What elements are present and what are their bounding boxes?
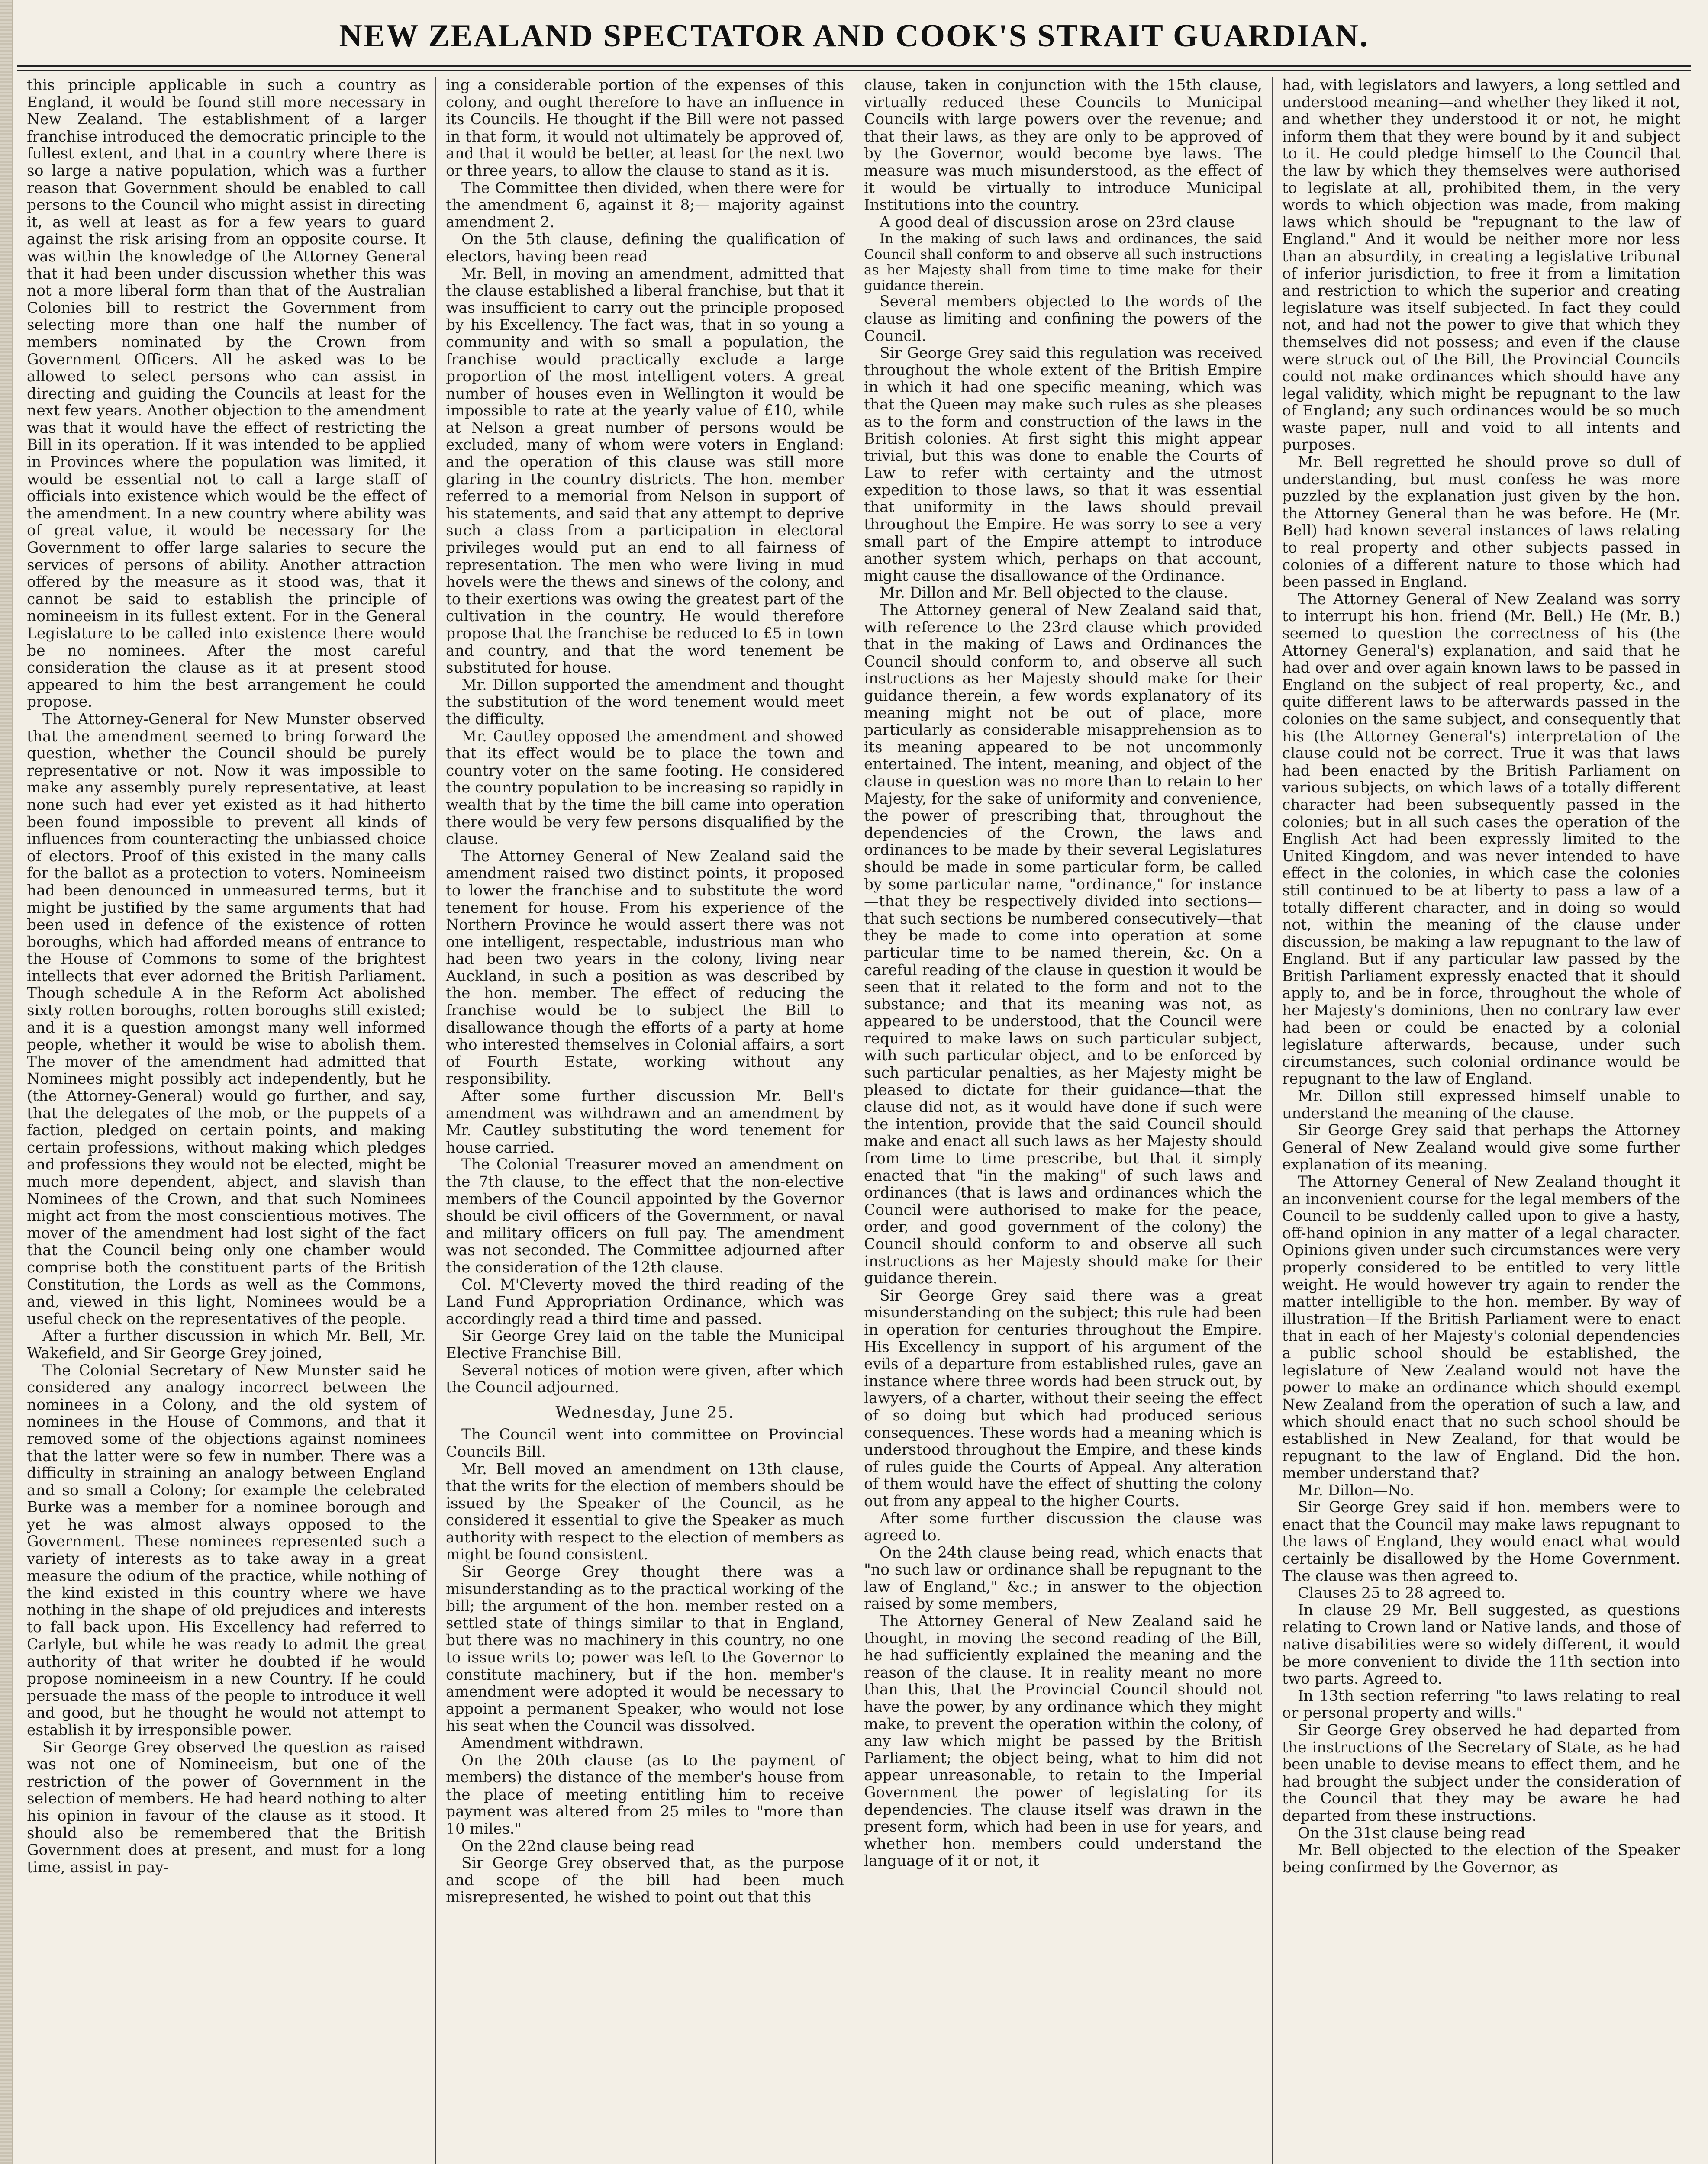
paragraph: Col. M'Cleverty moved the third reading of the Land Fund Appropriation Ordinance, which was accordingly read a third time and passed. xyxy=(446,1276,844,1328)
paragraph: The Council went into committee on Provincial Councils Bill. xyxy=(446,1426,844,1461)
paragraph: In 13th section referring "to laws relating to real or personal property and wills." xyxy=(1282,1687,1680,1722)
section-heading: Wednesday, June 25. xyxy=(555,1404,735,1422)
paragraph: Sir George Grey observed that, as the purpose and scope of the bill had been much misrepresented, he wished to point out that this xyxy=(446,1855,844,1906)
paragraph: Clauses 25 to 28 agreed to. xyxy=(1298,1584,1506,1602)
column-2 xyxy=(435,77,854,2164)
paragraph: On the 20th clause (as to the payment of members) the distance of the member's house from the place of meeting entitling him to receive payment was altered from 25 miles to "more than 10 miles." xyxy=(446,1752,844,1838)
paragraph: The Attorney general of New Zealand said that, with reference to the 23rd clause which provided that in the making of Laws and Ordinances the Council should conform to, and observe all such instructions as her Majesty should make for their guidance therein, a few words explanatory of its meaning might not be out of place, more particularly as considerable misapprehension as to its meaning appeared to be not uncommonly entertained. The intent, meaning, and object of the clause in question was no more than to retain to her Majesty, for the sake of uniformity and convenience, the power of prescribing that, throughout the dependencies of the Crown, the laws and ordinances to be made by their several Legislatures should be made in some particular form, be called by some particular name, "ordinance," for instance—that they be respectively divided into sections—that such sections be numbered consecutively—that they be made to come into operation at some particular time to be named therein, &c. On a careful reading of the clause in question it would be seen that it related to the form and not to the substance; and that its meaning was not, as appeared to be understood, that the Council were required to make laws on such particular subject, with such particular object, and to be enforced by such particular penalties, as her Majesty might be pleased to dictate for their guidance—that the clause did not, as it would have done if such were the intention, provide that the said Council should make and enact all such laws as her Majesty should from time to time prescribe, but that it simply enacted that "in the making" of such laws and ordinances (that is laws and ordinances which the Council were authorised to make for the peace, order, and good government of the colony) the Council should conform to and observe all such instructions as her Majesty should make for their guidance therein. xyxy=(864,602,1262,1288)
paragraph: Sir George Grey thought there was a misunderstanding as to the practical working of the bill; the argument of the hon. member rested on a settled state of things similar to that in England, but there was no machinery in this country, no one to issue writs to; power was left to the Governor to constitute machinery, but if the hon. member's amendment were adopted it would be necessary to appoint a permanent Speaker, who would not lose his seat when the Council was dissolved. xyxy=(446,1563,844,1735)
paragraph: Mr. Dillon and Mr. Bell objected to the clause. xyxy=(880,584,1228,602)
paragraph: On the 22nd clause being read xyxy=(461,1837,695,1855)
paragraph: Mr. Dillon still expressed himself unable to understand the meaning of the clause. xyxy=(1282,1088,1680,1122)
paragraph: Sir George Grey observed the question as raised was not one of Nomineeism, but one of the restriction of the power of Government in the selection of members. He had heard nothing to alter his opinion in favour of the clause as it stood. It should also be remembered that the British Government does at present, and must for a long time, assist in pay- xyxy=(27,1739,426,1876)
binding-edge xyxy=(0,0,13,2164)
paragraph: The Colonial Treasurer moved an amendment on the 7th clause, to the effect that the non-elective members of the Council appointed by the Governor should be civil officers of the Government, or naval and military officers on full pay. The amendment was not seconded. The Committee adjourned after the consideration of the 12th clause. xyxy=(446,1156,844,1276)
paragraph: Sir George Grey said if hon. members were to enact that the Council may make laws repugnant to the laws of England, they would enact what would certainly be disallowed by the Home Government. The clause was then agreed to. xyxy=(1282,1499,1680,1585)
newspaper-title: NEW ZEALAND SPECTATOR AND COOK'S STRAIT GUARDIAN. xyxy=(339,18,1369,54)
column-3 xyxy=(854,77,1272,2164)
paragraph: On the 24th clause being read, which enacts that "no such law or ordinance shall be repugnant to the law of England," &c.; in answer to the objection raised by some members, xyxy=(864,1544,1262,1613)
paragraph: After some further discussion Mr. Bell's amendment was withdrawn and an amendment by Mr. Cautley substituting the word tenement for house carried. xyxy=(446,1088,844,1156)
paragraph: After some further discussion the clause was agreed to. xyxy=(864,1510,1262,1545)
paragraph: Sir George Grey said this regulation was received throughout the whole extent of the British Empire in which it had one specific meaning, which was that the Queen may make such rules as she pleases as to the form and construction of the laws in the British colonies. At first sight this might appear trivial, but this was done to enable the Courts of Law to refer with certainty and the utmost expedition to those laws, so that it was essential that uniformity in the laws should prevail throughout the Empire. He was sorry to see a very small part of the Empire attempt to introduce another system which, perhaps on that account, might cause the disallowance of the Ordinance. xyxy=(864,345,1262,585)
paragraph: On the 31st clause being read xyxy=(1298,1824,1525,1842)
paragraph: The Attorney General of New Zealand thought it an inconvenient course for the legal members of the Council to be suddenly called upon to give a hasty, off-hand opinion in any matter of a legal character. Opinions given under such circumstances were very properly considered to be entitled to very little weight. He would however try again to render the matter intelligible to the hon. member. By way of illustration—If the British Parliament were to enact that in each of her Majesty's colonial dependencies a public school should be established, the legislature of New Zealand would not have the power to make an ordinance which should exempt New Zealand from the operation of such a law, and which should enact that no such school should be established in New Zealand, for that would be repugnant to the law of England. Did the hon. member understand that? xyxy=(1282,1173,1680,1482)
paragraph: Sir George Grey laid on the table the Municipal Elective Franchise Bill. xyxy=(446,1327,844,1362)
paragraph: Sir George Grey said that perhaps the Attorney General of New Zealand would give some further explanation of its meaning. xyxy=(1282,1122,1680,1174)
column-1 xyxy=(17,77,435,2164)
paragraph: Mr. Bell regretted he should prove so dull of understanding, but must confess he was more puzzled by the explanation just given by the hon. the Attorney General than he was before. He (Mr. Bell) had known several instances of laws relating to real property and other subjects passed in colonies of a different nature to those which had been passed in England. xyxy=(1282,454,1680,591)
column-4 xyxy=(1272,77,1690,2164)
article-columns xyxy=(17,77,1691,2164)
paragraph: The Committee then divided, when there were for the amendment 6, against it 8;— majority against amendment 2. xyxy=(446,179,844,231)
paragraph: Sir George Grey observed he had departed from the instructions of the Secretary of State, as he had been unable to devise means to effect them, and he had brought the subject under the consideration of the Council that they may be aware he had departed from these instructions. xyxy=(1282,1722,1680,1825)
paragraph: After a further discussion in which Mr. Bell, Mr. Wakefield, and Sir George Grey joined, xyxy=(27,1327,426,1362)
paragraph: On the 5th clause, defining the qualification of electors, having been read xyxy=(446,231,844,265)
paragraph: Mr. Cautley opposed the amendment and showed that its effect would be to place the town and country voter on the same footing. He considered the country population to be increasing so rapidly in wealth that by the time the bill came into operation there would be very few persons disqualified by the clause. xyxy=(446,728,844,848)
paragraph: The Attorney General of New Zealand was sorry to interrupt his hon. friend (Mr. Bell.) He (Mr. B.) seemed to question the correctness of his (the Attorney General's) explanation, and said that he had over and over again known laws to be passed in England on the subject of real property, &c., and quite different laws to be afterwards passed in the colonies on the same subject, and consequently that his (the Attorney General's) interpretation of the clause could not be correct. True it was that laws had been enacted by the British Parliament on various subjects, on which laws of a totally different character had been subsequently passed in the colonies; but in all such cases the operation of the English Act had been expressly limited to the United Kingdom, and was never intended to have effect in the colonies, in which case the colonies still continued to be at liberty to pass a law of a totally different character, and in doing so would not, within the meaning of the clause under discussion, be making a law repugnant to the law of England. But if any particular law passed by the British Parliament expressly enacted that it should apply to, and be in force, throughout the whole of her Majesty's dominions, then no contrary law ever had been or could be enacted by a colonial legislature afterwards, because, under such circumstances, such colonial ordinance would be repugnant to the law of England. xyxy=(1282,590,1680,1088)
paragraph: this principle applicable in such a country as England, it would be found still more necessary in New Zealand. The establishment of a larger franchise introduced the democratic principle to the fullest extent, and that in a country where there is so large a native population, which was a further reason that Government should be enabled to call persons to the Council who might assist in directing it, as well at least as for a few years to guard against the risk arising from an opposite course. It was within the knowledge of the Attorney General that it had been under discussion whether this was not a more liberal form than that of the Australian Colonies bill to restrict the Government from selecting more than one half the number of members nominated by the Crown from Government Officers. All he asked was to be allowed to select persons who can assist in directing and guiding the Councils at least for the next few years. Another objection to the amendment was that it would have the effect of restricting the Bill in its operation. If it was intended to be applied in Provinces where the population was limited, it would be essential not to call a large staff of officials into existence which would be the effect of the amendment. In a new country where ability was of great value, it would be necessary for the Government to offer large salaries to secure the services of persons of ability. Another attraction offered by the measure as it stood was, that it cannot be said to establish the principle of nomineeism in its fullest extent. For in the General Legislature to be called into existence there would be no nominees. After the most careful consideration the clause as it at present stood appeared to him the best arrangement he could propose. xyxy=(27,77,426,711)
masthead-rule xyxy=(17,65,1691,71)
masthead xyxy=(17,12,1691,64)
paragraph: Mr. Bell objected to the election of the Speaker being confirmed by the Governor, as xyxy=(1282,1842,1680,1876)
paragraph: The Attorney General of New Zealand said he thought, in moving the second reading of the Bill, he had sufficiently explained the meaning and the reason of the clause. It in reality meant no more than this, that the Provincial Council should not have the power, by any ordinance which they might make, to prevent the operation within the colony, of any law which might be passed by the British Parliament; the object being, what to him did not appear unreasonable, to retain to the Imperial Government the power of legislating for its dependencies. The clause itself was drawn in the present form, which had been in use for years, and whether hon. members could understand the language of it or not, it xyxy=(864,1613,1262,1870)
paragraph: had, with legislators and lawyers, a long settled and understood meaning—and whether they liked it not, and whether they understood it or not, he might inform them that they were bound by it and subject to it. He could pledge himself to the Council that the law by which they themselves were authorised to legislate at all, prohibited them, in the very words to which objection was made, from making laws which should be "repugnant to the law of England." And it would be neither more nor less than an absurdity, in creating a legislative tribunal of inferior jurisdiction, to free it from a limitation and restriction to which the superior and creating legislature was itself subjected. In fact they could not, and had not the power to give that which they themselves did not possess; and even if the clause were struck out of the Bill, the Provincial Councils could not make ordinances which should have any legal validity, which might be repugnant to the law of England; any such ordinances would be so much waste paper, null and void to all intents and purposes. xyxy=(1282,77,1680,454)
paragraph: ing a considerable portion of the expenses of this colony, and ought therefore to have an influence in its Councils. He thought if the Bill were not passed in that form, it would not ultimately be approved of, and that it would be better, at least for the next two or three years, to allow the clause to stand as it is. xyxy=(446,77,844,180)
paragraph: Several members objected to the words of the clause as limiting and confining the powers of the Council. xyxy=(864,293,1262,345)
paragraph: The Attorney-General for New Munster observed that the amendment seemed to bring forward the question, whether the Council should be purely representative or not. Now it was impossible to make any assembly purely representative, at least none such had ever yet existed as it had hitherto been found impossible to prevent all kinds of influences from counteracting the unbiassed choice of electors. Proof of this existed in the many calls for the ballot as a protection to voters. Nomineeism had been denounced in unmeasured terms, but it might be justified by the same arguments that had been used in defence of the existence of rotten boroughs, which had afforded means of entrance to the House of Commons to some of the brightest intellects that ever adorned the British Parliament. Though schedule A in the Reform Act abolished sixty rotten boroughs, rotten boroughs still existed; and it is a question amongst many well informed people, whether it would be wise to abolish them. The mover of the amendment had admitted that Nominees might possibly act independently, but he (the Attorney-General) would go further, and say, that the delegates of the mob, or the puppets of a faction, pledged on certain points, and making certain professions, without making which pledges and professions they would not be elected, might be much more dependent, abject, and slavish than Nominees of the Crown, and that such Nominees might act from the most conscientious motives. The mover of the amendment had lost sight of the fact that the Council being only one chamber would comprise both the constituent parts of the British Constitution, the Lords as well as the Commons, and, viewed in this light, Nominees would be a useful check on the representatives of the people. xyxy=(27,710,426,1328)
paragraph: Sir George Grey said there was a great misunderstanding on the subject; this rule had been in operation for centuries throughout the Empire. His Excellency in support of his argument of the evils of a departure from established rules, gave an instance where three words had been struck out, by lawyers, of a charter, without their seeing the effect of so doing but which had produced serious consequences. These words had a meaning which is understood throughout the Empire, and these kinds of rules guide the Courts of Appeal. Any alteration of them would have the effect of shutting the colony out from any appeal to the higher Courts. xyxy=(864,1287,1262,1510)
paragraph: Mr. Dillon supported the amendment and thought the substitution of the word tenement would meet the difficulty. xyxy=(446,676,844,728)
paragraph: Several notices of motion were given, after which the Council adjourned. xyxy=(446,1362,844,1397)
paragraph: Mr. Dillon—No. xyxy=(1298,1481,1415,1499)
paragraph: The Colonial Secretary of New Munster said he considered any analogy incorrect between the nominees in a Colony, and the old system of nominees in the House of Commons, and that it removed some of the objections against nominees that the latter were so few in number. There was a difficulty in straining an analogy between England and so small a Colony; for example the celebrated Burke was a member for a nominee borough and yet he was almost always opposed to the Government. These nominees represented such a variety of interests as to take away in a great measure the odium of the practice, while nothing of the kind existed in this country where we have nothing in the shape of old prejudices and interests to fall back upon. His Excellency had referred to Carlyle, but while he was ready to admit the great authority of that writer he doubted if he would propose nomineeism in a new Country. If he could persuade the mass of the people to introduce it well and good, but he thought he would not attempt to establish it by irresponsible power. xyxy=(27,1362,426,1739)
paragraph: The Attorney General of New Zealand said the amendment raised two distinct points, it proposed to lower the franchise and to substitute the word tenement for house. From his experience of the Northern Province he would assert there was not one intelligent, respectable, industrious man who had been two years in the colony, living near Auckland, in such a position as was described by the hon. member. The effect of reducing the franchise would be to subject the Bill to disallowance though the efforts of a party at home who interested themselves in Colonial affairs, a sort of Fourth Estate, working without any responsibility. xyxy=(446,847,844,1088)
paragraph: Mr. Bell, in moving an amendment, admitted that the clause established a liberal franchise, but that it was insufficient to carry out the principle proposed by his Excellency. The fact was, that in so young a community and with so small a population, the franchise would practically exclude a large proportion of the most intelligent voters. A great number of houses even in Wellington it would be impossible to rate at the yearly value of £10, while at Nelson a great number of persons would be excluded, many of whom were voters in England: and the operation of this clause was still more glaring in the country districts. The hon. member referred to a memorial from Nelson in support of his statements, and said that any attempt to deprive such a class from a participation in electoral privileges would put an end to all fairness of representation. The men who were living in mud hovels were the thews and sinews of the colony, and to their exertions was owing the greatest part of the cultivation in the country. He would therefore propose that the franchise be reduced to £5 in town and country, and that the word tenement be substituted for house. xyxy=(446,265,844,677)
paragraph: In clause 29 Mr. Bell suggested, as questions relating to Crown land or Native lands, and those of native disabilities were so widely different, it would be more convenient to divide the 11th section into two parts. Agreed to. xyxy=(1282,1601,1680,1688)
paragraph: Mr. Bell moved an amendment on 13th clause, that the writs for the election of members should be issued by the Speaker of the Council, as he considered it essential to give the Speaker as much authority with respect to the election of members as might be found consistent. xyxy=(446,1460,844,1564)
paragraph: clause, taken in conjunction with the 15th clause, virtually reduced these Councils to Municipal Councils with large powers over the revenue; and that their laws, as they are only to be approved of by the Governor, would become bye laws. The measure was much misunderstood, as the effect of it would be virtually to introduce Municipal Institutions into the country. xyxy=(864,77,1262,214)
paragraph: In the making of such laws and ordinances, the said Council shall conform to and observe all such instructions as her Majesty shall from time to time make for their guidance therein. xyxy=(864,231,1262,294)
paragraph: Amendment withdrawn. xyxy=(461,1735,644,1752)
paragraph: A good deal of discussion arose on 23rd clause xyxy=(880,213,1235,231)
